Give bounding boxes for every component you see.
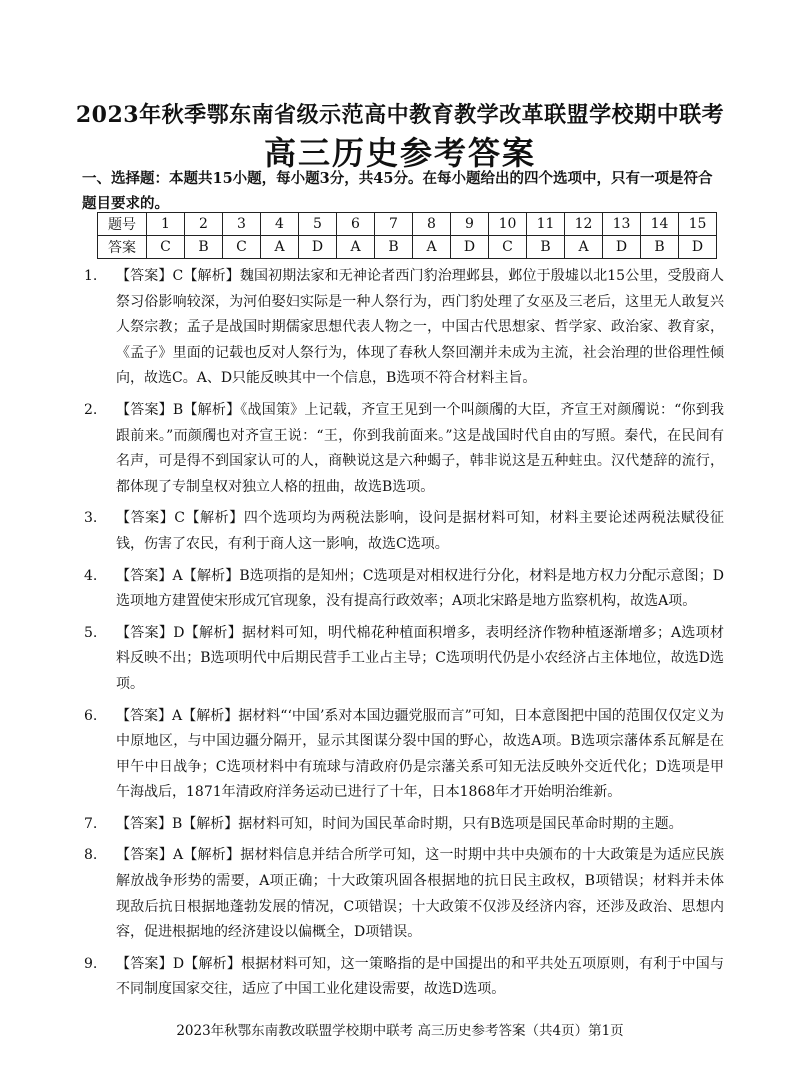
item-text: 【答案】B【解析】《战国策》上记载，齐宣王见到一个叫颜斶的大臣，齐宣王对颜斶说：“你到我跟前来。”而颜斶也对齐宣王说：“王，你到我前面来。”这是战国时代自由的写照。秦代，在民间有名声，可是得不到国家认可的人，商鞅说这是六种蝎子，韩非说这是五种蛀虫。汉代楚辞的流行，都体现了专制皇权对独立人格的扭曲，故选B选项。 [116,401,724,495]
explanation-item [84,564,724,615]
answer-cell: C [489,236,527,259]
explanation-item [84,506,724,557]
question-number-row [98,213,717,236]
answer-cell: D [451,236,489,259]
explanation-item [84,843,724,945]
item-text: 【答案】C【解析】四个选项均为两税法影响，设问是据材料可知，材料主要论述两税法赋役征钱，伤害了农民，有利于商人这一影响，故选C选项。 [116,510,724,552]
answer-cell: D [299,236,337,259]
answer-cell: B [527,236,565,259]
item-number: 2. [84,401,98,418]
question-number-cell: 6 [337,213,375,236]
item-number: 8. [84,847,98,864]
item-text: 【答案】C【解析】魏国初期法家和无神论者西门豹治理邺县，邺位于殷墟以北15公里，受殷商人祭习俗影响较深，为河伯娶妇实际是一种人祭行为，西门豹处理了女巫及三老后，这里无人敢复兴人祭宗教；孟子是战国时期儒家思想代表人物之一，中国古代思想家、哲学家、政治家、教育家，《孟子》里面的记载也反对人祭行为，体现了春秋人祭回潮并未成为主流，社会治理的世俗理性倾向，故选C。A、D只能反映其中一个信息，B选项不符合材料主旨。 [116,268,724,387]
question-number-cell: 9 [451,213,489,236]
question-number-cell: 14 [641,213,679,236]
answer-row [98,236,717,259]
item-number: 6. [84,707,98,724]
item-text: 【答案】A【解析】据材料“‘中国’系对本国边疆党服而言”可知，日本意图把中国的范围仅仅定义为中原地区，与中国边疆分隔开，显示其图谋分裂中国的野心，故选A项。B选项宗藩体系瓦解是在甲午中日战争；C选项材料中有琉球与清政府仍是宗藩关系可知无法反映外交近代化；D选项是甲午海战后，1871年清政府洋务运动已进行了十年，日本1868年才开始明治维新。 [116,707,724,801]
answer-cell: A [413,236,451,259]
answer-table [97,212,717,259]
explanation-item [84,812,724,838]
question-number-cell: 7 [375,213,413,236]
question-number-cell: 4 [261,213,299,236]
question-number-cell: 15 [679,213,717,236]
item-text: 【答案】D【解析】根据材料可知，这一策略指的是中国提出的和平共处五项原则，有利于中国与不同制度国家交往，适应了中国工业化建设需要，故选D选项。 [116,955,724,998]
answer-cell: B [375,236,413,259]
answer-cell: B [641,236,679,259]
answer-cell: C [147,236,185,259]
question-number-cell: 1 [147,213,185,236]
question-number-cell: 12 [565,213,603,236]
item-number: 1. [84,268,98,284]
answer-cell: B [185,236,223,259]
explanation-item [84,264,724,392]
item-text: 【答案】A【解析】B选项指的是知州；C选项是对相权进行分化，材料是地方权力分配示意图；D选项地方建置使宋形成冗官现象，没有提高行政效率；A项北宋路是地方监察机构，故选A项。 [116,567,724,610]
question-number-cell: 2 [185,213,223,236]
answer-label: 答案 [98,236,147,259]
item-text: 【答案】A【解析】据材料信息并结合所学可知，这一时期中共中央颁布的十大政策是为适应民族解放战争形势的需要，A项正确；十大政策巩固各根据地的抗日民主政权，B项错误；材料并未体现敌后抗日根据地蓬勃发展的情况，C项错误；十大政策不仅涉及经济内容，还涉及政治、思想内容，促进根据地的经济建设以偏概全，D项错误。 [116,847,724,941]
item-number: 4. [84,567,98,584]
explanation-item [84,952,724,1003]
answer-cell: A [337,236,375,259]
question-number-cell: 11 [527,213,565,236]
explanation-item [84,621,724,698]
answer-cell: D [679,236,717,259]
item-number: 5. [84,624,98,641]
section-intro: 一、选择题：本题共15小题，每小题3分，共45分。在每小题给出的四个选项中，只有一项是符合题目要求的。 [82,170,713,212]
item-text: 【答案】B【解析】据材料可知，时间为国民革命时期，只有B选项是国民革命时期的主题。 [116,815,683,832]
answer-cell: A [261,236,299,259]
page-footer: 2023年秋鄂东南教改联盟学校期中联考 高三历史参考答案（共4页）第1页 [176,1023,624,1039]
answer-cell: D [603,236,641,259]
explanation-list [84,264,724,1009]
page-title: 高三历史参考答案 [263,134,536,172]
question-number-cell: 10 [489,213,527,236]
answer-cell: A [565,236,603,259]
item-number: 9. [84,955,98,972]
question-number-cell: 5 [299,213,337,236]
explanation-item [84,398,724,500]
item-number: 3. [84,510,98,527]
explanation-item [84,704,724,806]
question-number-cell: 13 [603,213,641,236]
question-number-label: 题号 [98,213,147,236]
exam-title: 2023年秋季鄂东南省级示范高中教育教学改革联盟学校期中联考 [75,102,725,128]
item-text: 【答案】D【解析】据材料可知，明代棉花种植面积增多，表明经济作物种植逐渐增多；A选项材料反映不出；B选项明代中后期民营手工业占主导；C选项明代仍是小农经济占主体地位，故选D选项。 [116,624,724,692]
question-number-cell: 3 [223,213,261,236]
item-number: 7. [84,815,98,832]
question-number-cell: 8 [413,213,451,236]
answer-cell: C [223,236,261,259]
